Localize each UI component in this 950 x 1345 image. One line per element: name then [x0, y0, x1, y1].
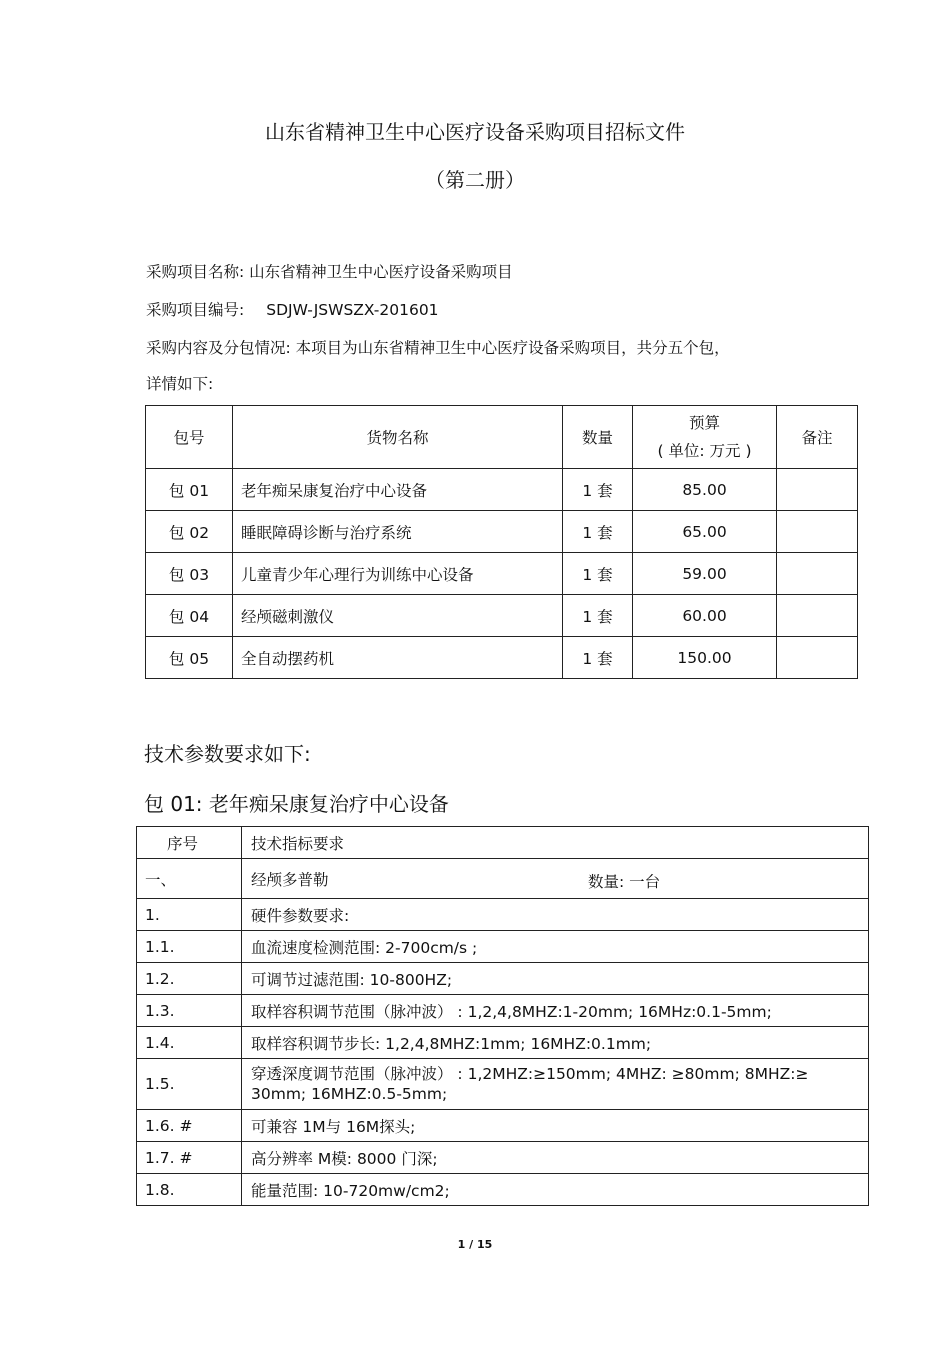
group-name: 经颅多普勒: [251, 870, 329, 889]
package-no: 包 02: [146, 511, 233, 553]
goods-name: 经颅磁刺激仪: [233, 595, 563, 637]
serial-no: 1.6. #: [137, 1110, 242, 1142]
requirement: 能量范围: 10-720mw/cm2;: [242, 1174, 869, 1206]
package-no: 包 03: [146, 553, 233, 595]
requirement: 可调节过滤范围: 10-800HZ;: [242, 963, 869, 995]
project-no-label: 采购项目编号:: [146, 301, 245, 319]
requirement: 高分辨率 M模: 8000 门深;: [242, 1142, 869, 1174]
budget: 85.00: [633, 469, 777, 511]
package-heading: 包 01: 老年痴呆康复治疗中心设备: [144, 792, 449, 816]
table-row: [137, 899, 869, 931]
serial-no: 1.4.: [137, 1027, 242, 1059]
budget: 65.00: [633, 511, 777, 553]
remark: [777, 469, 858, 511]
quantity: 1 套: [563, 637, 633, 679]
remark: [777, 637, 858, 679]
header-requirement: 技术指标要求: [242, 827, 869, 859]
requirement: 取样容积调节步长: 1,2,4,8MHZ:1mm; 16MHZ:0.1mm;: [242, 1027, 869, 1059]
header-remark: 备注: [777, 406, 858, 469]
package-no: 包 01: [146, 469, 233, 511]
document-volume: （第二册）: [425, 168, 525, 192]
group-cell: [242, 859, 869, 899]
project-name-label: 采购项目名称:: [146, 263, 245, 281]
table-row: [137, 1110, 869, 1142]
project-name-line: [146, 262, 513, 282]
serial-no: 1.1.: [137, 931, 242, 963]
goods-name: 老年痴呆康复治疗中心设备: [233, 469, 563, 511]
package-no: 包 04: [146, 595, 233, 637]
header-serial-no: 序号: [137, 827, 242, 859]
requirement: [242, 1059, 869, 1110]
budget: 59.00: [633, 553, 777, 595]
remark: [777, 553, 858, 595]
document-title: 山东省精神卫生中心医疗设备采购项目招标文件: [265, 120, 685, 144]
package-table-header: [146, 406, 858, 469]
table-row: [137, 963, 869, 995]
table-row: [146, 469, 858, 511]
requirement: 硬件参数要求:: [242, 899, 869, 931]
group-no: 一、: [137, 859, 242, 899]
goods-name: 全自动摆药机: [233, 637, 563, 679]
header-budget-line1: 预算: [688, 414, 720, 432]
serial-no: 1.8.: [137, 1174, 242, 1206]
remark: [777, 595, 858, 637]
table-row: [146, 553, 858, 595]
serial-no: 1.7. #: [137, 1142, 242, 1174]
header-goods-name: 货物名称: [233, 406, 563, 469]
table-row: [137, 931, 869, 963]
requirement: 可兼容 1M与 16M探头;: [242, 1110, 869, 1142]
header-budget-line2: ( 单位: 万元 ): [657, 442, 752, 460]
table-row: [146, 511, 858, 553]
serial-no: 1.: [137, 899, 242, 931]
header-package-no: 包号: [146, 406, 233, 469]
project-name: 山东省精神卫生中心医疗设备采购项目: [249, 263, 513, 281]
quantity: 1 套: [563, 469, 633, 511]
table-row: [137, 1027, 869, 1059]
table-row: [146, 595, 858, 637]
serial-no: 1.2.: [137, 963, 242, 995]
table-row: [137, 1142, 869, 1174]
quantity: 1 套: [563, 511, 633, 553]
project-no-line: [146, 300, 439, 320]
requirement-line2: 30mm; 16MHZ:0.5-5mm;: [251, 1085, 448, 1103]
quantity: 1 套: [563, 595, 633, 637]
requirement: 取样容积调节范围（脉冲波） : 1,2,4,8MHZ:1-20mm; 16MHz:0.1-5mm;: [242, 995, 869, 1027]
section-heading: 技术参数要求如下:: [144, 742, 311, 766]
table-row: [137, 1174, 869, 1206]
group-quantity: 数量: 一台: [588, 873, 661, 891]
quantity: 1 套: [563, 553, 633, 595]
package-table: [145, 405, 858, 679]
table-row: [137, 1059, 869, 1110]
content-label: 采购内容及分包情况:: [146, 339, 291, 357]
serial-no: 1.5.: [137, 1059, 242, 1110]
budget: 150.00: [633, 637, 777, 679]
spec-table: [136, 826, 869, 1206]
serial-no: 1.3.: [137, 995, 242, 1027]
goods-name: 睡眠障碍诊断与治疗系统: [233, 511, 563, 553]
content-line: [146, 338, 730, 358]
header-budget: [633, 406, 777, 469]
remark: [777, 511, 858, 553]
requirement: 血流速度检测范围: 2-700cm/s ;: [242, 931, 869, 963]
page-number: 1 / 15: [457, 1238, 493, 1251]
package-no: 包 05: [146, 637, 233, 679]
project-no: SDJW-JSWSZX-201601: [266, 301, 439, 319]
requirement-line1: 穿透深度调节范围（脉冲波） : 1,2MHZ:≥150mm; 4MHZ: ≥80mm; 8MHZ:≥: [251, 1065, 809, 1083]
goods-name: 儿童青少年心理行为训练中心设备: [233, 553, 563, 595]
header-quantity: 数量: [563, 406, 633, 469]
content-line-2: 详情如下:: [146, 375, 214, 393]
spec-group-row: [137, 859, 869, 899]
table-row: [146, 637, 858, 679]
table-row: [137, 995, 869, 1027]
content-text: 本项目为山东省精神卫生中心医疗设备采购项目，共分五个包，: [295, 339, 730, 357]
budget: 60.00: [633, 595, 777, 637]
spec-table-header: [137, 827, 869, 859]
